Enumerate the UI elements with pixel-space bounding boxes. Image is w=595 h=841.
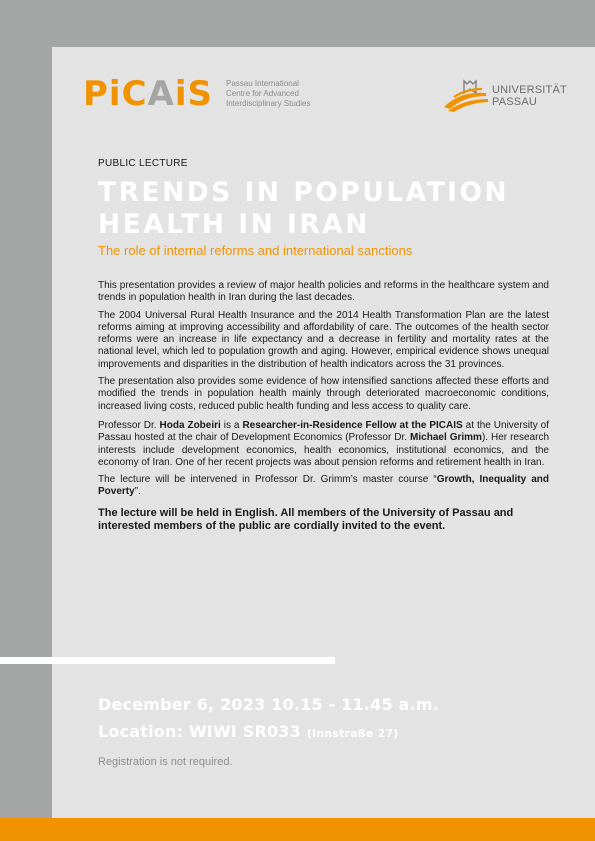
university-logo [442,75,572,115]
university-emblem-icon [442,77,492,113]
reforms-paragraph: The 2004 Universal Rural Health Insurance and the 2014 Health Transformation Plan are the latest reforms aiming at improving accessibility and affordability of care. The outcomes of the health sector reforms were an increase in life expectancy and a decrease in fertility and mortality rates at the national level, which led to population growth and aging. However, empirical evidence shows unequal improvements and disparities in the distribution of health indicators across the 31 provinces. [98,309,549,370]
event-address: (Innstraße 27) [306,727,399,740]
registration-note: Registration is not required. [98,756,233,768]
footer-accent-bar [0,818,595,841]
course-paragraph: The lecture will be intervened in Professor Dr. Grimm’s master course “Growth, Inequality and Poverty”. [98,474,549,498]
divider-rule [0,657,335,664]
lecture-title: TRENDS IN POPULATION HEALTH IN IRAN [98,177,510,240]
speaker-role: Researcher-in-Residence Fellow at the PICAIS [242,419,463,431]
course-name: Growth, Inequality and Poverty [98,474,549,498]
event-date: December 6, 2023 10.15 - 11.45 a.m. [98,695,439,714]
picais-logo [83,75,313,115]
university-name: UNIVERSITÄT PASSAU [492,84,567,108]
event-kicker: PUBLIC LECTURE [98,158,188,169]
picais-wordmark: PiCAiS [83,74,214,114]
picais-subtitle: Passau International Centre for Advanced Interdisciplinary Studies [226,79,311,108]
speaker-paragraph: Professor Dr. Hoda Zobeiri is a Researcher-in-Residence Fellow at the PICAIS at the University of Passau hosted at the chair of Development Economics (Professor Dr. Michael Grimm). Her research interests include development economics, health economics, institutional economics, and the economy of Iran. One of her recent projects was about pension reforms and retirement health in Iran. [98,419,549,468]
host-name: Michael Grimm [410,432,482,444]
event-location: Location: WIWI SR033 (Innstraße 27) [98,722,399,741]
intro-paragraph: This presentation provides a review of major health policies and reforms in the healthcare system and trends in population health in Iran during the last decades. [98,280,549,304]
speaker-name: Hoda Zobeiri [159,419,221,431]
lecture-subtitle: The role of internal reforms and international sanctions [98,243,413,258]
lecture-description [98,280,549,539]
sanctions-paragraph: The presentation also provides some evidence of how intensified sanctions affected these efforts and modified the trends in population health mainly through deteriorated macroeconomic conditions, increased living costs, reduced public health funding and less access to quality care. [98,376,549,412]
invitation-text: The lecture will be held in English. All members of the University of Passau and interested members of the public are cordially invited to the event. [98,506,514,533]
